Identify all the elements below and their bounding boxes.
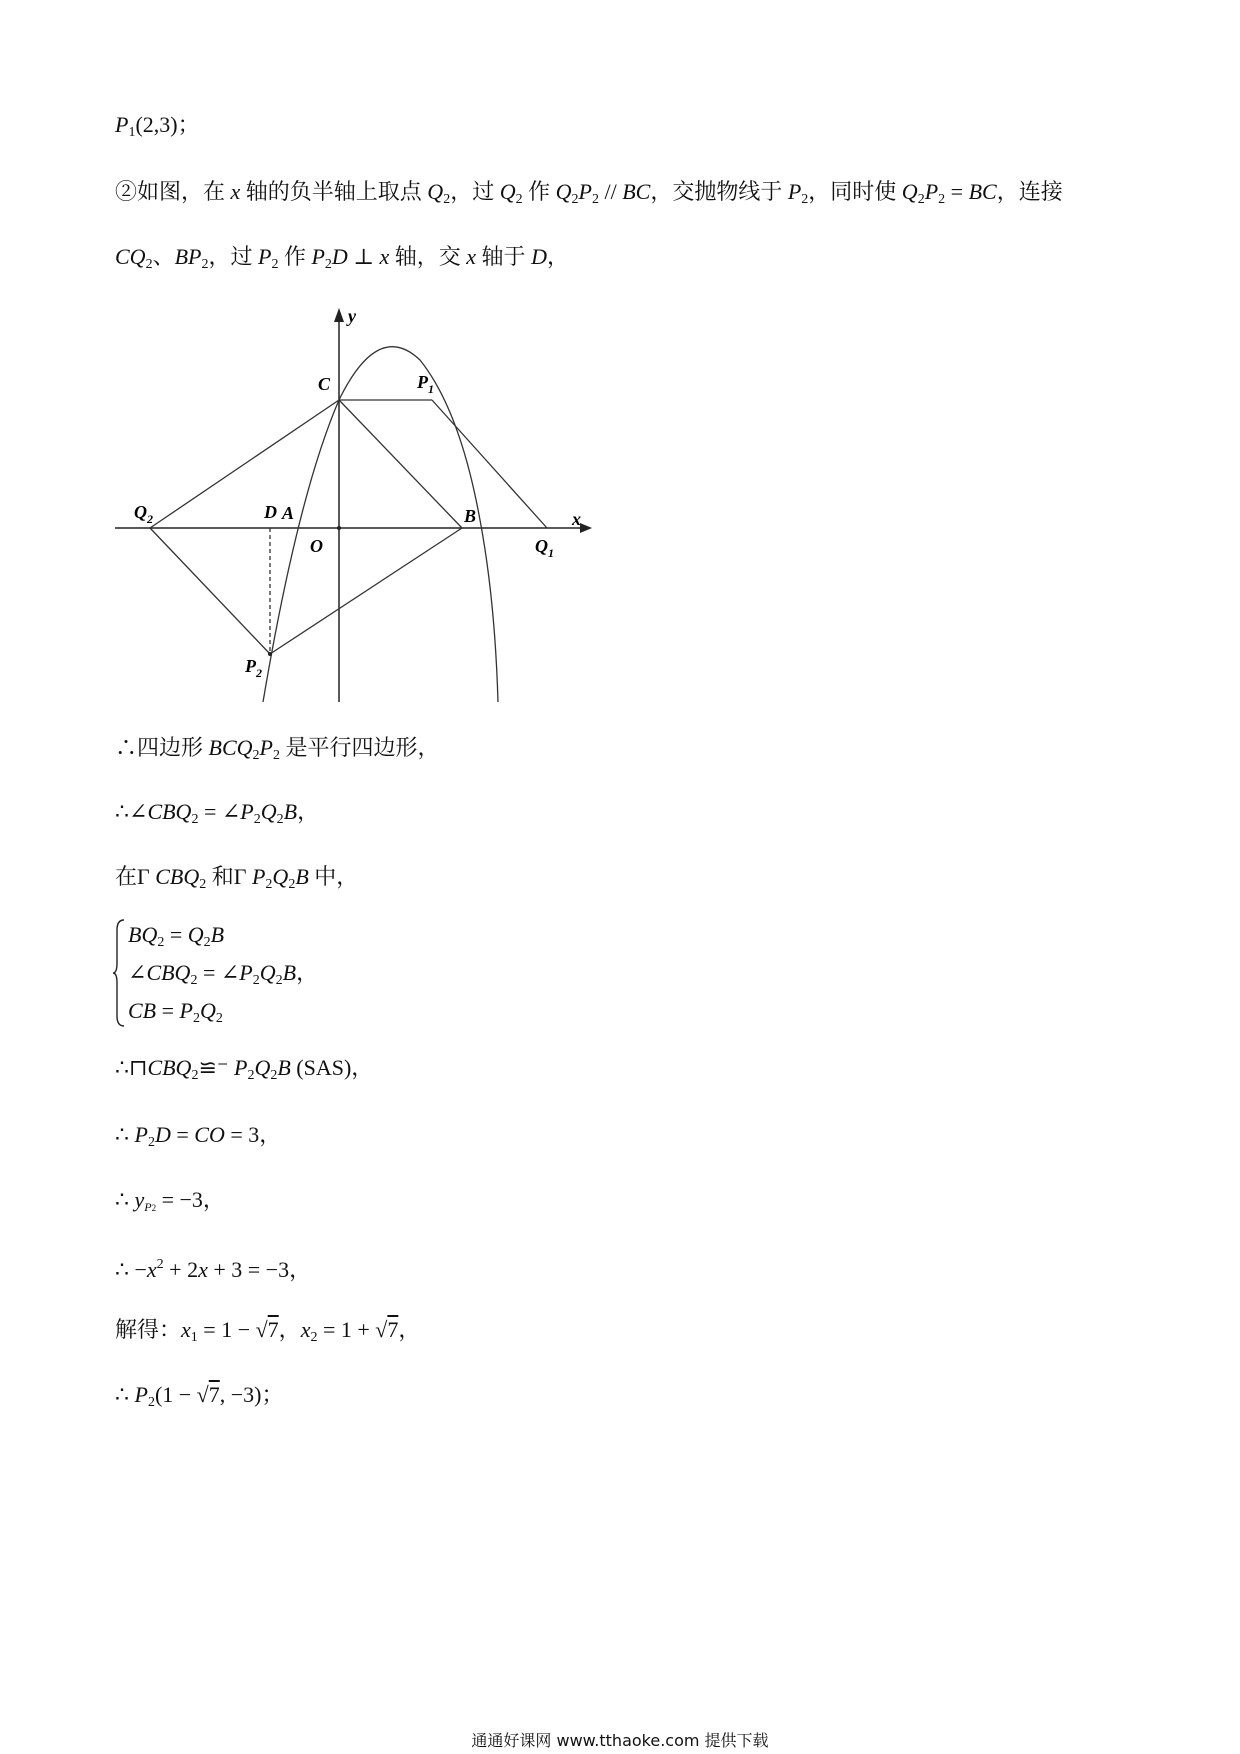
label-P1: $P_1$: [417, 372, 434, 396]
x-axis-arrow: [580, 523, 592, 533]
condition-1: $BQ_2 = Q_2B$: [128, 922, 225, 950]
label-A: A: [282, 503, 295, 523]
label-C: C: [318, 374, 331, 394]
condition-3: CB = $P_2Q_2$: [128, 998, 223, 1026]
label-x: x: [572, 509, 581, 529]
label-B: B: [464, 506, 477, 526]
footer-watermark: 通通好课网 www.tthaoke.com 提供下载: [471, 1731, 769, 1750]
segment-C-Q2: [150, 400, 339, 528]
text-line-10: ∴ $y_{P2} = -3$，: [115, 1187, 225, 1214]
text-line-6: 在Γ $CBQ_2$ 和Γ $P_2Q_2B$ 中，: [115, 864, 359, 892]
segment-P2-B: [270, 528, 462, 654]
parabola-figure: [110, 300, 600, 710]
condition-2: $\angle CBQ_2$ = $\angle P_2Q_2B$，: [128, 960, 319, 988]
point-P2-dot: [268, 652, 272, 656]
congruence-conditions: [112, 918, 412, 1028]
y-axis-arrow: [334, 308, 344, 322]
label-P2: $P_2$: [245, 656, 262, 680]
segment-P1-Q1: [432, 400, 547, 528]
label-O: O: [310, 536, 323, 556]
label-Q2: $Q_2$: [134, 502, 153, 526]
segment-Q2-P2: [150, 528, 270, 654]
label-y: y: [348, 306, 356, 326]
text-line-8: $\therefore⊓CBQ_2≌^-$ $P_2Q_2B$ (SAS)，: [115, 1055, 374, 1083]
text-line-5: $\therefore\angle CBQ_2$ = $\angle P_2Q_2B$，: [115, 799, 320, 827]
text-line-3: $CQ_2$、$BP_2$，过 $P_2$ 作 $P_2D$ ⊥ x 轴，交 x 轴于 D，: [115, 244, 569, 272]
label-D: D: [264, 502, 277, 522]
text-line-1: $P_1(2,3)$；: [115, 112, 200, 140]
label-Q1: $Q_1$: [535, 536, 554, 560]
text-line-11: ∴ $-x^2 + 2x + 3 = -3$，: [115, 1257, 312, 1282]
segment-C-B: [339, 400, 462, 528]
text-line-2: ②如图，在 x 轴的负半轴上取点 $Q_2$，过 $Q_2$ 作 $Q_2P_2$ // BC，交抛物线于 $P_2$，同时使 $Q_2P_2$ = BC，连接: [115, 179, 1063, 207]
text-line-4: ∴四边形 $BCQ_2P_2$ 是平行四边形，: [115, 735, 440, 763]
left-brace: [112, 918, 126, 1028]
text-line-9: ∴ $P_2D$ = CO = 3，: [115, 1122, 282, 1150]
text-line-12: 解得：$x_1 = 1 - √7$，$x_2 = 1 + √7$，: [115, 1317, 421, 1345]
text-line-13: ∴ $P_2(1 - √7$, −3)；: [115, 1382, 284, 1410]
origin-dot: [337, 526, 341, 530]
